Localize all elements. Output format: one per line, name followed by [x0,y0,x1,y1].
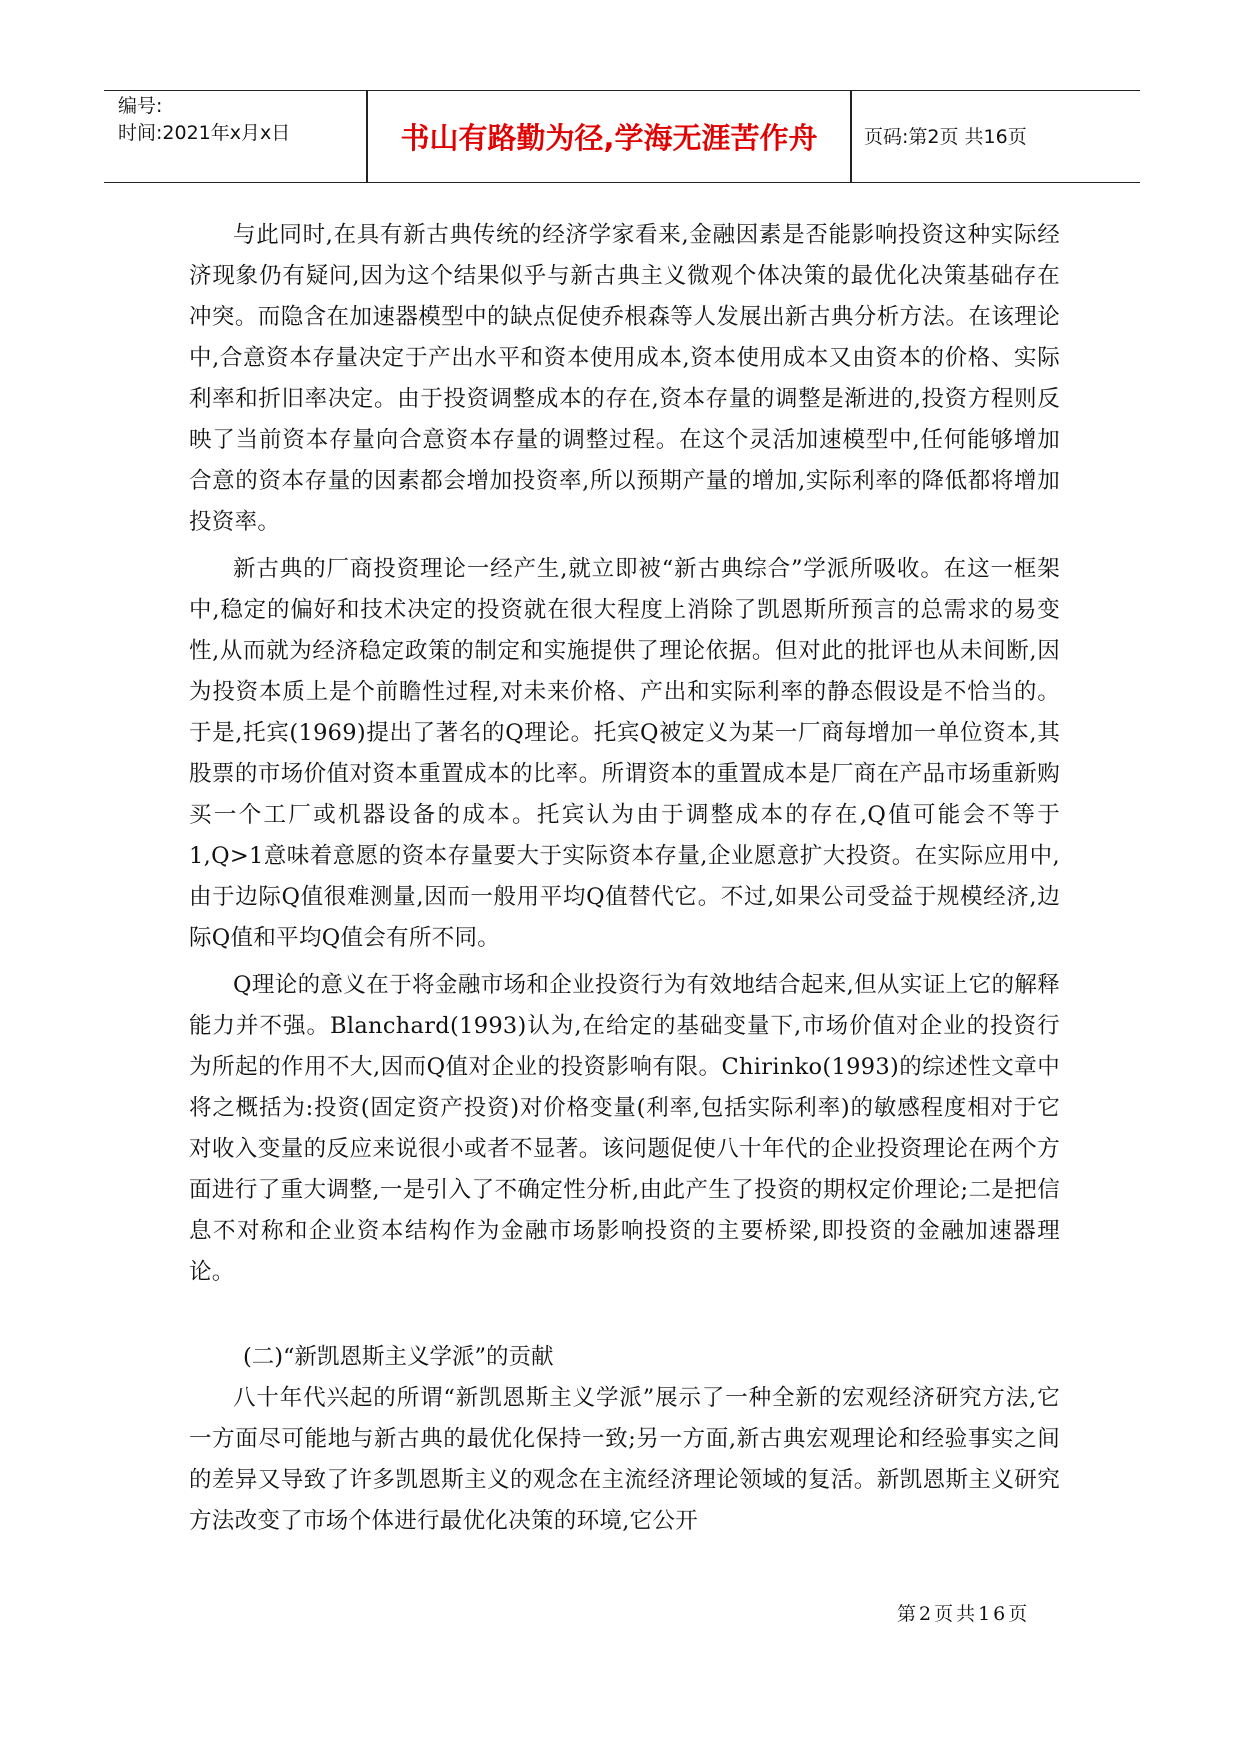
document-body [189,215,1060,1542]
document-time-label: 时间:2021年x月x日 [118,122,291,144]
document-number-label: 编号: [118,95,163,117]
header-page-info: 页码:第2页 共16页 [864,126,1027,148]
header-motto: 书山有路勤为径,学海无涯苦作舟 [400,121,818,155]
paragraph-2: 新古典的厂商投资理论一经产生,就立即被“新古典综合”学派所吸收。在这一框架中,稳定的偏好和技术决定的投资就在很大程度上消除了凯恩斯所预言的总需求的易变性,从而就为经济稳定政策的制定和实施提供了理论依据。但对此的批评也从未间断,因为投资本质上是个前瞻性过程,对未来价格、产出和实际利率的静态假设是不恰当的。于是,托宾(1969)提出了著名的Q理论。托宾Q被定义为某一厂商每增加一单位资本,其股票的市场价值对资本重置成本的比率。所谓资本的重置成本是厂商在产品市场重新购买一个工厂或机器设备的成本。托宾认为由于调整成本的存在,Q值可能会不等于1,Q>1意味着意愿的资本存量要大于实际资本存量,企业愿意扩大投资。在实际应用中,由于边际Q值很难测量,因而一般用平均Q值替代它。不过,如果公司受益于规模经济,边际Q值和平均Q值会有所不同。 [189,556,1060,951]
paragraph-4: 八十年代兴起的所谓“新凯恩斯主义学派”展示了一种全新的宏观经济研究方法,它一方面尽可能地与新古典的最优化保持一致;另一方面,新古典宏观理论和经验事实之间的差异又导致了许多凯恩斯主义的观念在主流经济理论领域的复活。新凯恩斯主义研究方法改变了市场个体进行最优化决策的环境,它公开 [189,1385,1060,1534]
header-meta [118,93,290,147]
section-subheading: (二)“新凯恩斯主义学派”的贡献 [243,1344,554,1370]
page-footer: 第2页共16页 [897,1603,1031,1625]
paragraph-3: Q理论的意义在于将金融市场和企业投资行为有效地结合起来,但从实证上它的解释能力并不强。Blanchard(1993)认为,在给定的基础变量下,市场价值对企业的投资行为所起的作用不大,因而Q值对企业的投资影响有限。Chirinko(1993)的综述性文章中将之概括为:投资(固定资产投资)对价格变量(利率,包括实际利率)的敏感程度相对于它对收入变量的反应来说很小或者不显著。该问题促使八十年代的企业投资理论在两个方面进行了重大调整,一是引入了不确定性分析,由此产生了投资的期权定价理论;二是把信息不对称和企业资本结构作为金融市场影响投资的主要桥梁,即投资的金融加速器理论。 [189,972,1060,1285]
paragraph-1: 与此同时,在具有新古典传统的经济学家看来,金融因素是否能影响投资这种实际经济现象仍有疑问,因为这个结果似乎与新古典主义微观个体决策的最优化决策基础存在冲突。而隐含在加速器模型中的缺点促使乔根森等人发展出新古典分析方法。在该理论中,合意资本存量决定于产出水平和资本使用成本,资本使用成本又由资本的价格、实际利率和折旧率决定。由于投资调整成本的存在,资本存量的调整是渐进的,投资方程则反映了当前资本存量向合意资本存量的调整过程。在这个灵活加速模型中,任何能够增加合意的资本存量的因素都会增加投资率,所以预期产量的增加,实际利率的降低都将增加投资率。 [189,222,1060,535]
header-divider-right [850,91,852,182]
page-header [104,90,1140,183]
